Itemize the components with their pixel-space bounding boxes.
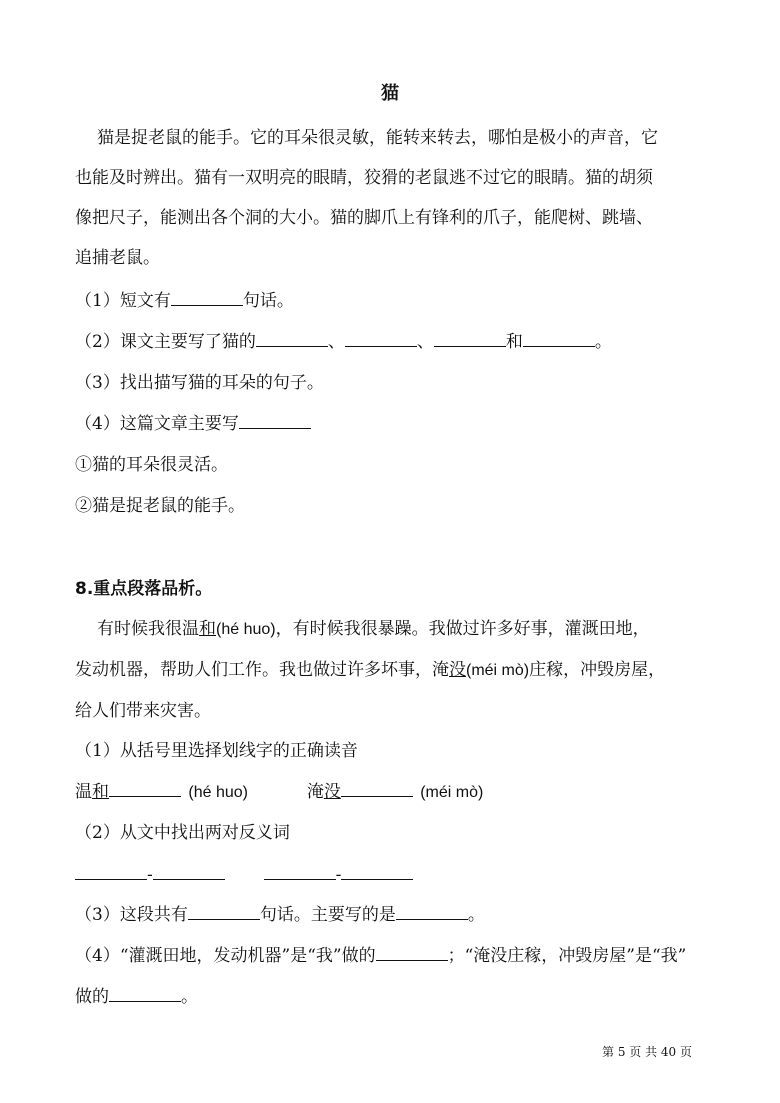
sub-question-1-answers bbox=[75, 780, 720, 805]
passage-1-line-3: 像把尺子，能测出各个洞的大小。猫的脚爪上有锋利的爪子，能爬树、跳墙、 bbox=[75, 208, 653, 228]
sub-question-4-line-2 bbox=[75, 985, 720, 1009]
text: 发动机器，帮助人们工作。我也做过许多坏事，淹 bbox=[75, 660, 449, 680]
pinyin-options: (hé huo) bbox=[188, 784, 248, 801]
sub-question-1: （1）从括号里选择划线字的正确读音 bbox=[75, 741, 358, 761]
text: 有时候我很温 bbox=[97, 619, 199, 639]
question-4-prompt: （4）这篇文章主要写 bbox=[75, 414, 239, 434]
word-1: 温 bbox=[75, 782, 92, 802]
passage-1-line-1: 猫是捉老鼠的能手。它的耳朵很灵敏，能转来转去，哪怕是极小的声音，它 bbox=[97, 128, 658, 148]
answer-blank bbox=[523, 330, 595, 347]
answer-blank bbox=[171, 289, 243, 306]
answer-blank bbox=[434, 330, 506, 347]
dash: - bbox=[335, 865, 342, 885]
antonym-blanks bbox=[75, 863, 720, 887]
pinyin-options: (hé huo) bbox=[216, 621, 276, 638]
passage-2-line-2 bbox=[75, 658, 720, 683]
option-1: ①猫的耳朵很灵活。 bbox=[75, 455, 228, 475]
answer-blank bbox=[341, 780, 413, 797]
sub-question-4-mid: ；“淹没庄稼，冲毁房屋”是“我” bbox=[447, 946, 687, 966]
answer-blank bbox=[153, 863, 225, 880]
underlined-char: 和 bbox=[92, 782, 109, 802]
separator: 、 bbox=[327, 332, 345, 352]
question-1-prompt: （1）短文有 bbox=[75, 291, 171, 311]
underlined-char: 和 bbox=[199, 619, 216, 639]
question-2-prompt: （2）课文主要写了猫的 bbox=[75, 332, 256, 352]
option-2: ②猫是捉老鼠的能手。 bbox=[75, 496, 245, 516]
question-2 bbox=[75, 330, 720, 354]
sub-question-3-end: 。 bbox=[467, 905, 485, 925]
passage-1-line-2: 也能及时辨出。猫有一双明亮的眼睛，狡猾的老鼠逃不过它的眼睛。猫的胡须 bbox=[75, 168, 653, 188]
text: 庄稼，冲毁房屋， bbox=[529, 660, 666, 680]
sub-question-4-cont: 做的 bbox=[75, 987, 109, 1007]
answer-blank bbox=[341, 863, 413, 880]
underlined-char: 没 bbox=[449, 660, 466, 680]
pinyin-options: (méi mò) bbox=[420, 784, 484, 801]
pinyin-options: (méi mò) bbox=[466, 662, 530, 679]
question-2-end: 。 bbox=[594, 332, 612, 352]
sub-question-4-end: 。 bbox=[181, 987, 198, 1007]
dash: - bbox=[147, 865, 153, 885]
separator: 和 bbox=[505, 332, 523, 352]
answer-blank bbox=[256, 330, 328, 347]
passage-2-line-1 bbox=[97, 617, 720, 642]
underlined-char: 没 bbox=[323, 782, 341, 802]
text: ，有时候我很暴躁。我做过许多好事，灌溉田地， bbox=[275, 619, 650, 639]
answer-blank bbox=[239, 412, 311, 429]
section-8-heading: 8.重点段落品析。 bbox=[75, 579, 213, 599]
answer-blank bbox=[188, 903, 260, 920]
sub-question-4-prompt: （4）“灌溉田地，发动机器”是“我”做的 bbox=[75, 946, 376, 966]
question-3: （3）找出描写猫的耳朵的句子。 bbox=[75, 373, 324, 393]
question-1 bbox=[75, 289, 720, 313]
answer-blank bbox=[376, 944, 448, 961]
answer-blank bbox=[345, 330, 417, 347]
answer-blank bbox=[396, 903, 468, 920]
separator: 、 bbox=[416, 332, 434, 352]
sub-question-3-prompt: （3）这段共有 bbox=[75, 905, 188, 925]
answer-blank bbox=[109, 780, 181, 797]
question-1-suffix: 句话。 bbox=[242, 291, 294, 311]
word-2: 淹 bbox=[306, 782, 324, 802]
answer-blank bbox=[264, 863, 336, 880]
question-4 bbox=[75, 412, 720, 436]
document-title: 猫 bbox=[381, 83, 399, 104]
sub-question-3-mid: 句话。主要写的是 bbox=[259, 905, 396, 925]
sub-question-2: （2）从文中找出两对反义词 bbox=[75, 823, 290, 843]
answer-blank bbox=[109, 985, 181, 1002]
page-footer: 第 5 页 共 40 页 bbox=[602, 1045, 692, 1059]
answer-blank bbox=[75, 863, 147, 880]
passage-2-line-3: 给人们带来灾害。 bbox=[75, 701, 211, 721]
sub-question-4-line-1 bbox=[75, 944, 720, 968]
passage-1-line-4: 追捕老鼠。 bbox=[75, 248, 160, 268]
sub-question-3 bbox=[75, 903, 720, 927]
